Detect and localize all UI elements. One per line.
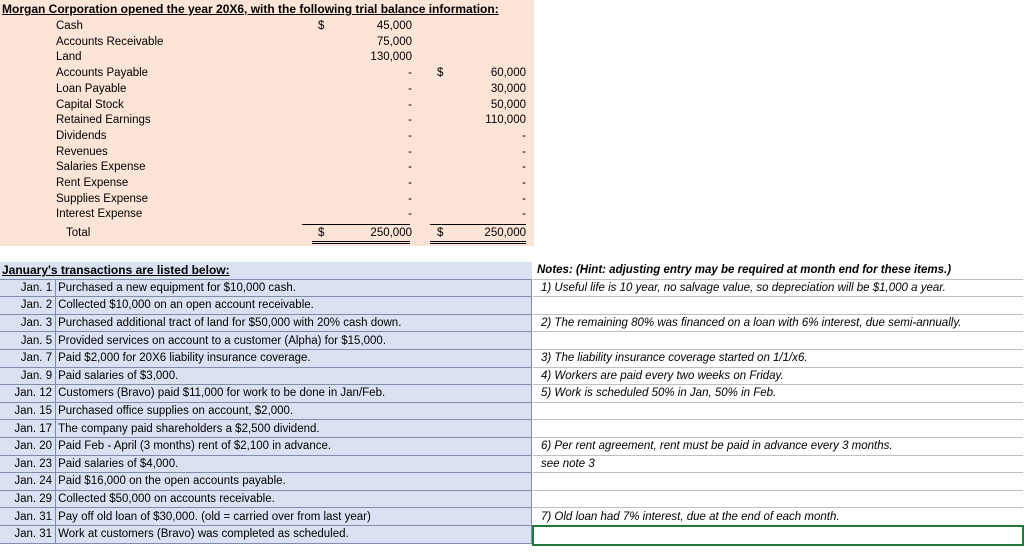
account-name: Rent Expense <box>56 177 129 189</box>
transaction-description: Paid $2,000 for 20X6 liability insurance coverage. <box>56 349 532 367</box>
note-row <box>533 297 1023 315</box>
note-text: 5) Work is scheduled 50% in Jan, 50% in Feb. <box>533 385 1023 403</box>
transaction-row <box>0 367 532 385</box>
transaction-date: Jan. 29 <box>0 490 56 508</box>
transaction-description: Collected $10,000 on an open account receivable. <box>56 297 532 315</box>
total-credit-currency: $ <box>437 227 444 239</box>
total-debit-currency: $ <box>318 227 325 239</box>
note-row <box>533 349 1023 367</box>
trial-balance-row <box>0 146 534 162</box>
debit-amount: - <box>408 145 412 158</box>
transaction-date: Jan. 15 <box>0 402 56 420</box>
transaction-description: Paid salaries of $4,000. <box>56 455 532 473</box>
transaction-row <box>0 385 532 403</box>
transaction-row <box>0 297 532 315</box>
credit-amount: - <box>522 161 526 174</box>
transaction-date: Jan. 23 <box>0 455 56 473</box>
trial-balance <box>0 0 534 246</box>
trial-balance-row <box>0 161 534 177</box>
transaction-date: Jan. 31 <box>0 525 56 543</box>
note-row <box>533 385 1023 403</box>
transaction-date: Jan. 3 <box>0 314 56 332</box>
account-name: Supplies Expense <box>56 192 149 205</box>
note-row <box>533 314 1023 332</box>
account-name: Accounts Receivable <box>56 35 164 48</box>
trial-balance-row <box>0 177 534 193</box>
credit-total-underline <box>430 241 526 242</box>
transaction-description: Paid $16,000 on the open accounts payable. <box>56 473 532 491</box>
debit-amount: 75,000 <box>376 35 412 48</box>
debit-total-double-underline <box>312 243 410 244</box>
notes-heading: Notes: (Hint: adjusting entry may be required at month end for these items.) <box>533 262 1023 279</box>
transaction-description: Collected $50,000 on accounts receivable. <box>56 490 532 508</box>
note-text <box>533 332 1023 350</box>
credit-amount: 110,000 <box>485 114 526 127</box>
transaction-row <box>0 349 532 367</box>
trial-balance-row <box>0 67 534 83</box>
trial-balance-row <box>0 130 534 146</box>
transaction-row <box>0 508 532 526</box>
note-text: 4) Workers are paid every two weeks on Friday. <box>533 367 1023 385</box>
transactions-table <box>0 262 532 544</box>
note-row <box>533 526 1023 545</box>
note-text <box>533 402 1023 420</box>
note-text: 6) Per rent agreement, rent must be paid in advance every 3 months. <box>533 437 1023 455</box>
note-text <box>533 473 1023 491</box>
trial-balance-row <box>0 36 534 52</box>
debit-total-underline <box>312 241 410 242</box>
transaction-date: Jan. 12 <box>0 385 56 403</box>
credit-total-double-underline <box>430 243 526 244</box>
debit-amount: 130,000 <box>370 51 412 64</box>
credit-amount: 30,000 <box>490 82 526 95</box>
trial-balance-row <box>0 20 534 36</box>
debit-amount: 45,000 <box>376 20 412 32</box>
note-row <box>533 279 1023 297</box>
transaction-date: Jan. 2 <box>0 297 56 315</box>
transaction-description: Paid Feb - April (3 months) rent of $2,100 in advance. <box>56 437 532 455</box>
transaction-row <box>0 402 532 420</box>
transactions-heading: January's transactions are listed below: <box>0 262 532 279</box>
debit-amount: - <box>408 67 412 80</box>
trial-balance-row <box>0 99 534 115</box>
transaction-description: The company paid shareholders a $2,500 dividend. <box>56 420 532 438</box>
transaction-row <box>0 420 532 438</box>
total-label: Total <box>66 227 91 239</box>
transaction-row <box>0 279 532 297</box>
transaction-date: Jan. 31 <box>0 508 56 526</box>
debit-amount: - <box>408 114 412 127</box>
transaction-description: Pay off old loan of $30,000. (old = carried over from last year) <box>56 508 532 526</box>
transaction-description: Purchased office supplies on account, $2,000. <box>56 402 532 420</box>
credit-amount: - <box>522 129 526 142</box>
debit-amount: - <box>408 98 412 111</box>
debit-amount: - <box>408 82 412 95</box>
note-text: 2) The remaining 80% was financed on a loan with 6% interest, due semi-annually. <box>533 314 1023 332</box>
debit-amount: - <box>408 177 412 189</box>
transaction-row <box>0 455 532 473</box>
note-row <box>533 367 1023 385</box>
transaction-row <box>0 332 532 350</box>
transaction-row <box>0 525 532 543</box>
debit-amount: - <box>408 129 412 142</box>
credit-subtotal-rule <box>430 224 526 225</box>
total-credit: 250,000 <box>484 227 526 239</box>
credit-amount: 50,000 <box>490 98 526 111</box>
account-name: Revenues <box>56 145 108 158</box>
trial-balance-row <box>0 193 534 209</box>
notes-table <box>532 262 1024 546</box>
credit-amount: - <box>522 177 526 189</box>
note-row <box>533 473 1023 491</box>
note-row <box>533 332 1023 350</box>
trial-balance-row <box>0 83 534 99</box>
account-name: Dividends <box>56 129 107 142</box>
transaction-description: Paid salaries of $3,000. <box>56 367 532 385</box>
transaction-description: Provided services on account to a customer (Alpha) for $15,000. <box>56 332 532 350</box>
transaction-description: Purchased a new equipment for $10,000 cash. <box>56 279 532 297</box>
note-text <box>533 297 1023 315</box>
account-name: Retained Earnings <box>56 114 151 127</box>
credit-currency-symbol: $ <box>437 67 444 80</box>
note-text <box>533 526 1023 545</box>
credit-amount: - <box>522 208 526 221</box>
debit-amount: - <box>408 161 412 174</box>
note-text <box>533 490 1023 508</box>
note-row <box>533 508 1023 526</box>
note-text: 3) The liability insurance coverage started on 1/1/x6. <box>533 349 1023 367</box>
account-name: Cash <box>56 20 83 32</box>
account-name: Capital Stock <box>56 98 124 111</box>
transaction-row <box>0 314 532 332</box>
transaction-date: Jan. 17 <box>0 420 56 438</box>
transaction-date: Jan. 5 <box>0 332 56 350</box>
note-row <box>533 455 1023 473</box>
transaction-row <box>0 473 532 491</box>
account-name: Salaries Expense <box>56 161 146 174</box>
note-text: see note 3 <box>533 455 1023 473</box>
total-debit: 250,000 <box>370 227 412 239</box>
account-name: Loan Payable <box>56 82 127 95</box>
credit-amount: 60,000 <box>490 67 526 80</box>
credit-amount: - <box>522 145 526 158</box>
trial-balance-row <box>0 114 534 130</box>
note-row <box>533 420 1023 438</box>
debit-currency-symbol: $ <box>318 20 325 32</box>
note-row <box>533 437 1023 455</box>
transaction-date: Jan. 20 <box>0 437 56 455</box>
account-name: Land <box>56 51 82 64</box>
transaction-row <box>0 437 532 455</box>
transaction-date: Jan. 9 <box>0 367 56 385</box>
note-row <box>533 490 1023 508</box>
transaction-date: Jan. 7 <box>0 349 56 367</box>
trial-balance-title: Morgan Corporation opened the year 20X6, with the following trial balance information: <box>2 2 499 16</box>
note-text <box>533 420 1023 438</box>
note-row <box>533 402 1023 420</box>
trial-balance-row <box>0 51 534 67</box>
debit-amount: - <box>408 208 412 221</box>
transaction-date: Jan. 1 <box>0 279 56 297</box>
note-text: 1) Useful life is 10 year, no salvage value, so depreciation will be $1,000 a year. <box>533 279 1023 297</box>
trial-balance-row <box>0 208 534 224</box>
transaction-description: Customers (Bravo) paid $11,000 for work to be done in Jan/Feb. <box>56 385 532 403</box>
transaction-description: Purchased additional tract of land for $50,000 with 20% cash down. <box>56 314 532 332</box>
debit-amount: - <box>408 192 412 205</box>
note-text: 7) Old loan had 7% interest, due at the end of each month. <box>533 508 1023 526</box>
debit-subtotal-rule <box>302 224 410 225</box>
transaction-date: Jan. 24 <box>0 473 56 491</box>
credit-amount: - <box>522 192 526 205</box>
account-name: Interest Expense <box>56 208 143 221</box>
transaction-row <box>0 490 532 508</box>
account-name: Accounts Payable <box>56 67 149 80</box>
transaction-description: Work at customers (Bravo) was completed as scheduled. <box>56 525 532 543</box>
